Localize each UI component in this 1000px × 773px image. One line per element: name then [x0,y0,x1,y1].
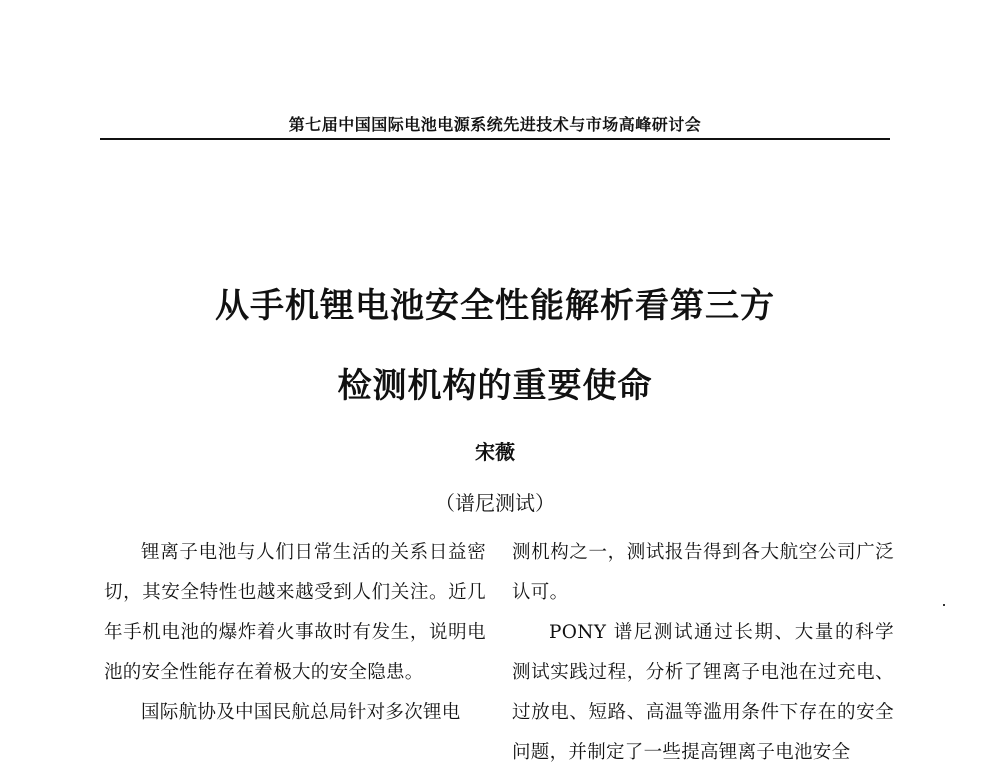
paper-title-line-1: 从手机锂电池安全性能解析看第三方 [215,286,775,326]
left-paragraph-2: 国际航协及中国民航总局针对多次锂电 [141,702,461,723]
left-paragraph-1: 锂离子电池与人们日常生活的关系日益密切，其安全特性也越来越受到人们关注。近几年手机电池的爆炸着火事故时有发生，说明电池的安全性能存在着极大的安全隐患。 [104,542,486,683]
right-paragraph-2: PONY 谱尼测试通过长期、大量的科学测试实践过程，分析了锂离子电池在过充电、过放电、短路、高温等滥用条件下存在的安全问题，并制定了一些提高锂离子电池安全 [512,622,894,763]
paper-title-line-2: 检测机构的重要使命 [337,366,653,406]
header-rule [100,138,890,140]
author-name: 宋薇 [475,440,515,464]
left-column [104,533,486,733]
right-paragraph-1: 测机构之一，测试报告得到各大航空公司广泛认可。 [512,542,894,603]
scan-speck [943,604,945,606]
right-column [512,533,894,773]
running-header: 第七届中国国际电池电源系统先进技术与市场高峰研讨会 [288,115,702,134]
author-affiliation: （谱尼测试） [435,491,555,515]
